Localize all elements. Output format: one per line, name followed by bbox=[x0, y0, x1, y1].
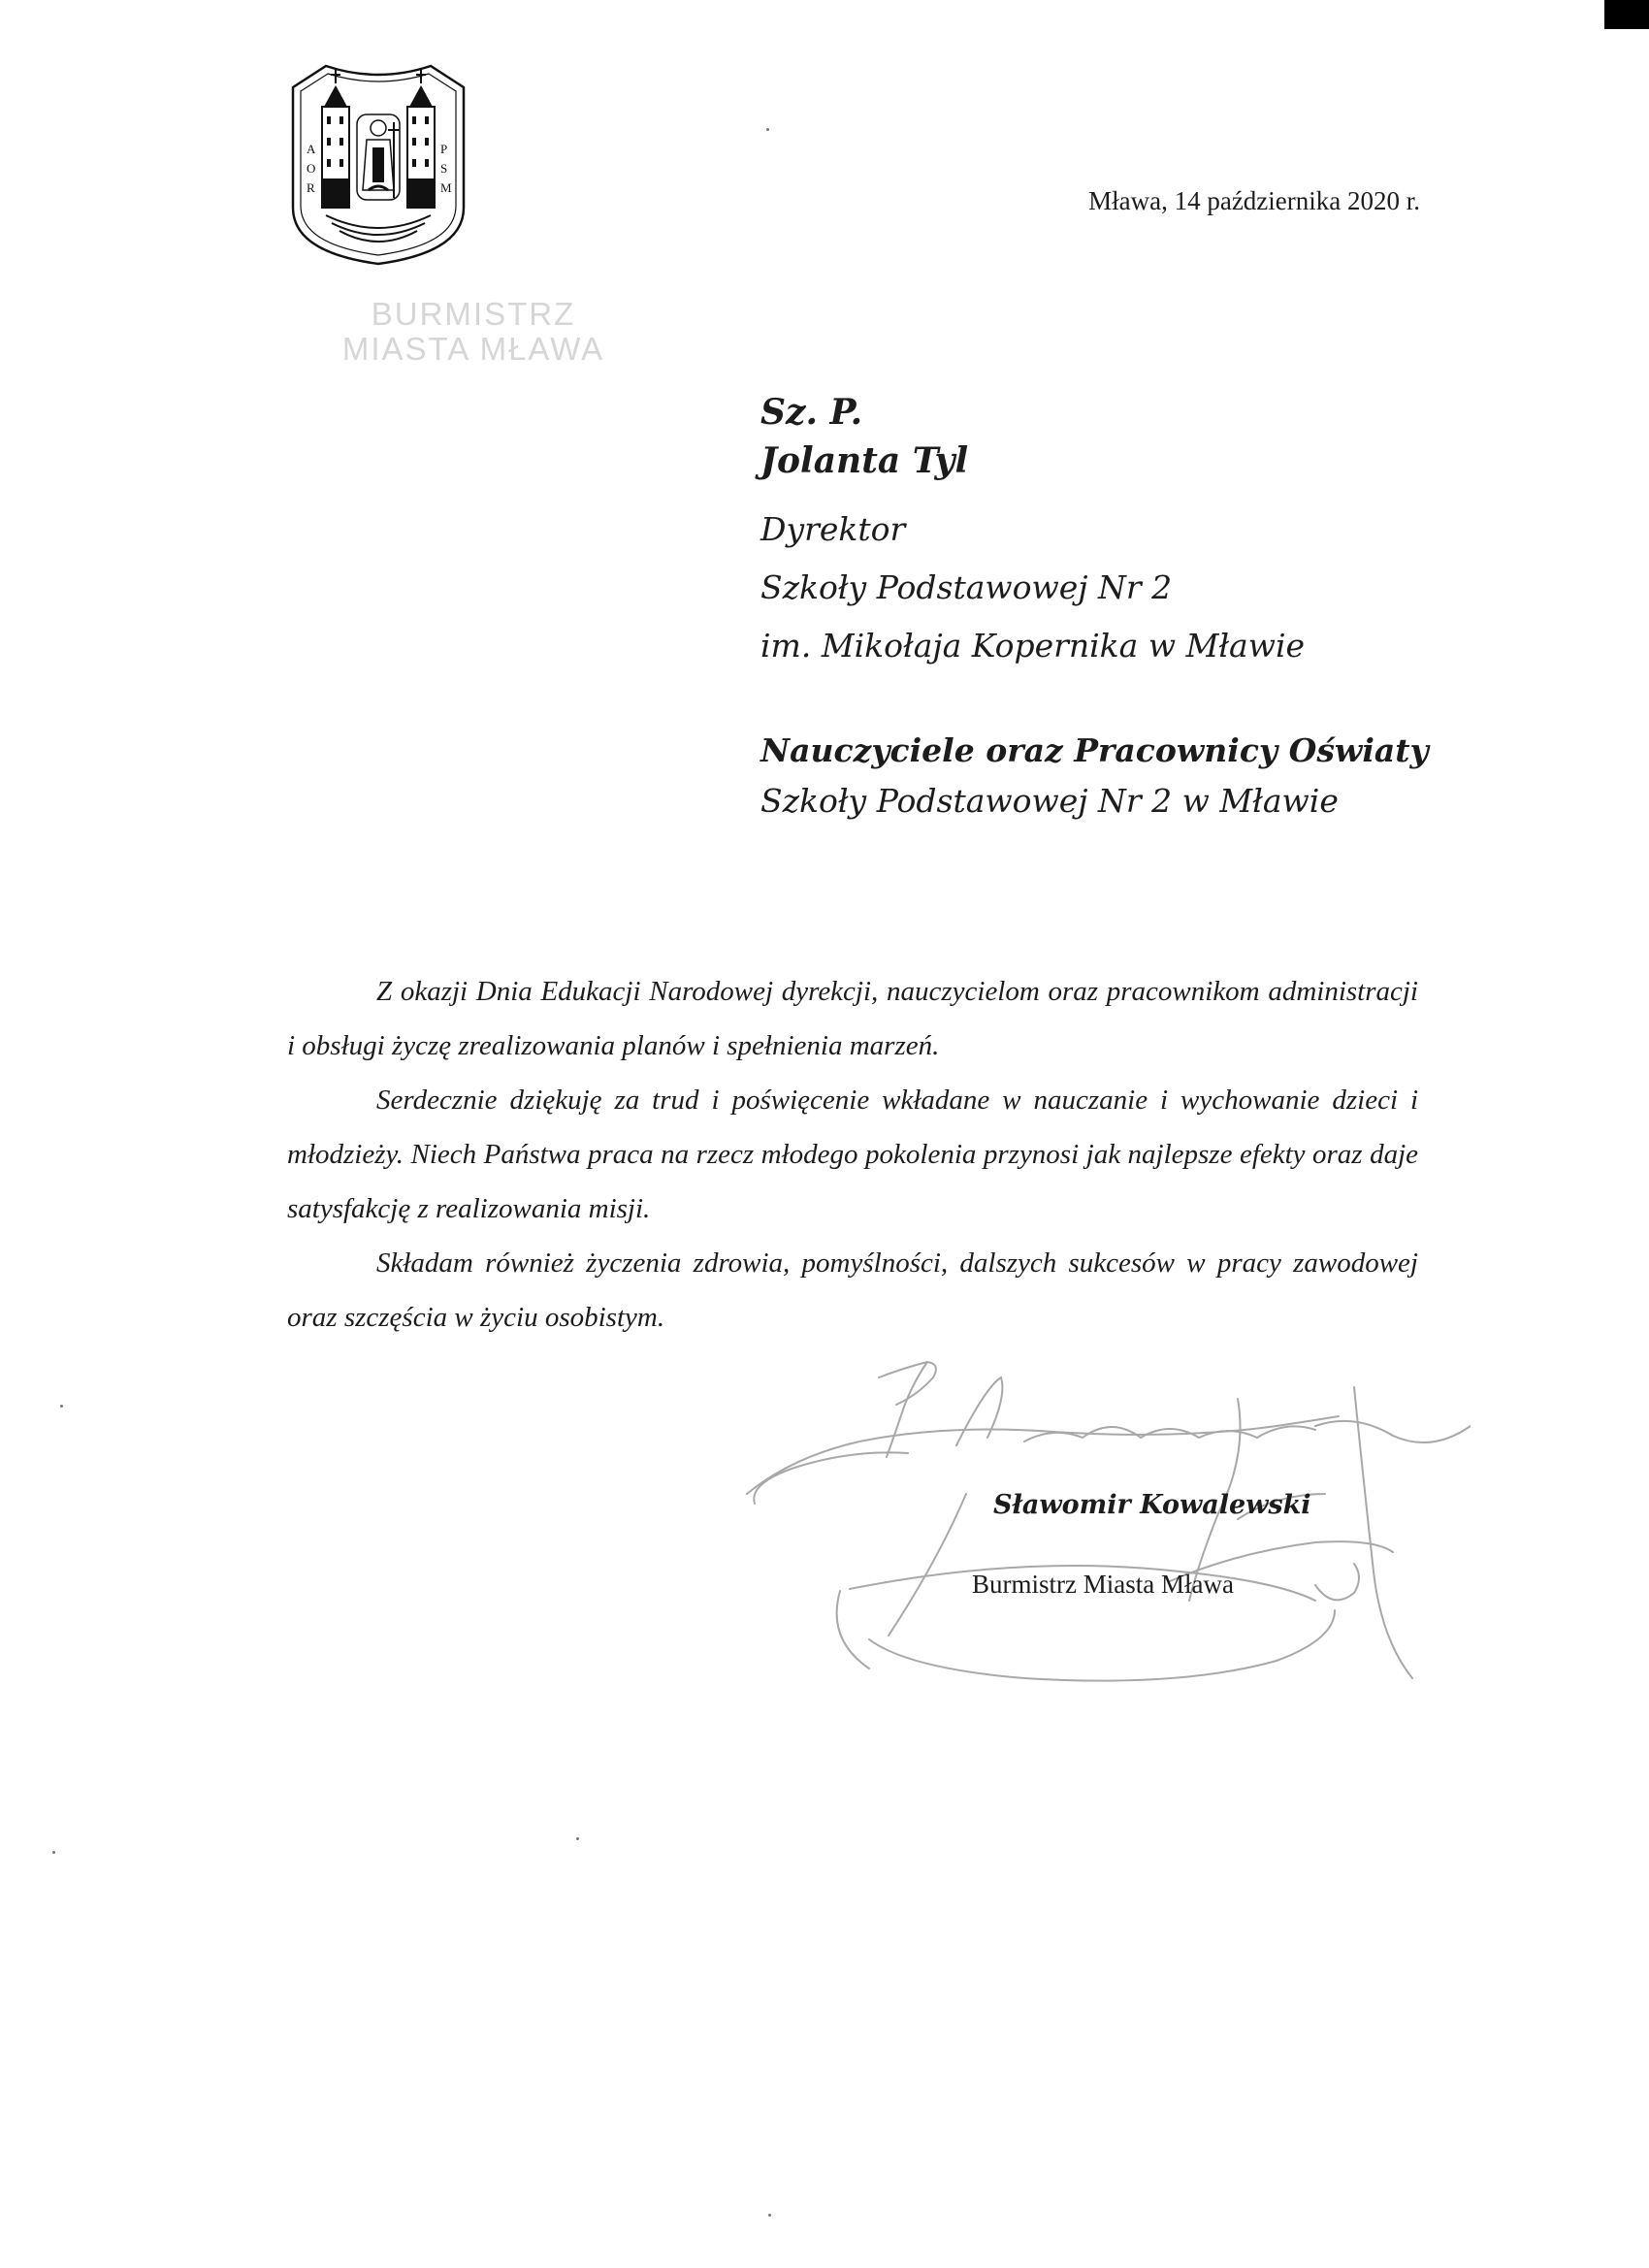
letterhead-stamp-line1: BURMISTRZ bbox=[371, 296, 576, 332]
recipient-group-school: Szkoły Podstawowej Nr 2 w Mławie bbox=[760, 782, 1339, 820]
letter-body bbox=[287, 964, 1418, 1345]
scan-speck bbox=[52, 1851, 55, 1854]
coat-of-arms-icon bbox=[287, 62, 469, 268]
scan-speck bbox=[576, 1837, 579, 1840]
crest-letter-left-3: R bbox=[307, 180, 315, 195]
crest-letter-left-1: A bbox=[307, 142, 316, 156]
letter-date: Mława, 14 października 2020 r. bbox=[1088, 186, 1420, 215]
scan-speck bbox=[60, 1405, 63, 1408]
scan-speck bbox=[768, 2214, 771, 2217]
recipient-group-title: Nauczyciele oraz Pracownicy Oświaty bbox=[760, 731, 1429, 769]
crest-letter-right-2: S bbox=[440, 161, 448, 176]
scan-edge-mark bbox=[1604, 0, 1649, 29]
recipient-position: Dyrektor bbox=[760, 510, 906, 548]
crest-letter-right-3: M bbox=[440, 180, 452, 195]
letterhead-stamp-line2: MIASTA MŁAWA bbox=[341, 331, 605, 367]
scan-speck bbox=[766, 128, 769, 131]
recipient-block bbox=[760, 392, 1536, 840]
recipient-name: Jolanta Tyl bbox=[760, 440, 969, 481]
body-paragraph: Składam również życzenia zdrowia, pomyślności, dalszych sukcesów w pracy zawodowej oraz szczęścia w życiu osobistym. bbox=[287, 1247, 1418, 1333]
handwritten-signature-icon bbox=[733, 1348, 1471, 1698]
signatory-name: Sławomir Kowalewski bbox=[993, 1490, 1311, 1520]
crest-letter-left-2: O bbox=[307, 161, 316, 176]
recipient-school-line2: im. Mikołaja Kopernika w Mławie bbox=[760, 627, 1306, 664]
body-paragraph: Serdecznie dziękuję za trud i poświęcenie wkładane w nauczanie i wychowanie dzieci i młodzieży. Niech Państwa praca na rzecz młodego pokolenia przynosi jak najlepsze efekty oraz daje satysfakcję z realizowania misji. bbox=[287, 1085, 1418, 1224]
crest-letter-right-1: P bbox=[440, 142, 448, 156]
letterhead-stamp bbox=[328, 297, 619, 367]
signatory-title: Burmistrz Miasta Mława bbox=[972, 1570, 1234, 1599]
recipient-salutation: Sz. P. bbox=[760, 392, 863, 433]
recipient-school-line1: Szkoły Podstawowej Nr 2 bbox=[760, 568, 1173, 606]
body-paragraph: Z okazji Dnia Edukacji Narodowej dyrekcji, nauczycielom oraz pracownikom administracji i obsługi życzę zrealizowania planów i spełnienia marzeń. bbox=[287, 976, 1418, 1061]
